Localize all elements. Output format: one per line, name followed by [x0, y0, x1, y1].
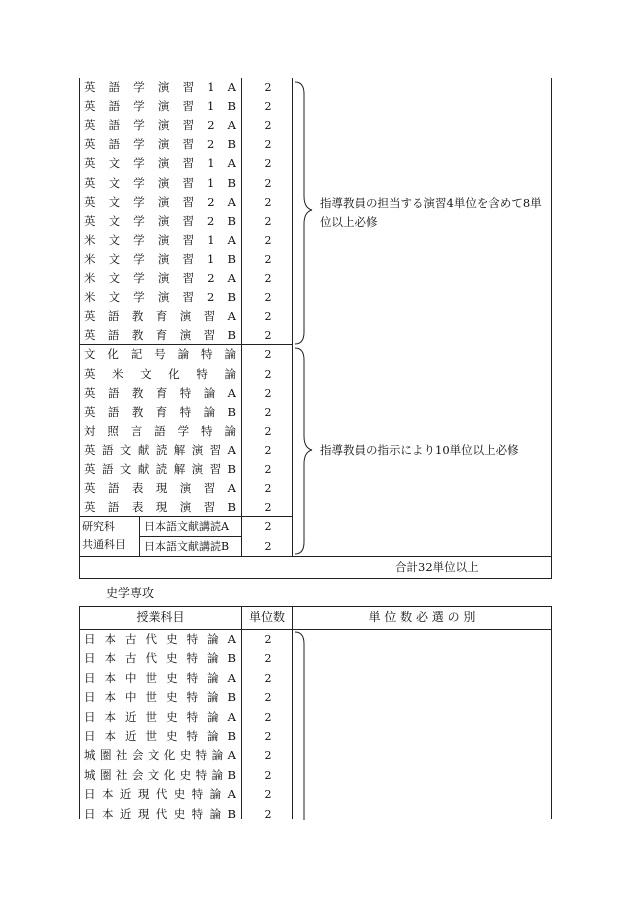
- course-name: 英 語 文 献 読 解 演 習 A: [84, 442, 236, 457]
- course-units: 2: [264, 214, 272, 228]
- course-name: 文 化 記 号 論 特 論: [84, 347, 236, 362]
- requirement-note-1: [320, 194, 548, 232]
- course-name: 対 照 言 語 学 特 論: [84, 423, 236, 438]
- brace-group3: [294, 630, 318, 820]
- course-units: 2: [264, 119, 272, 133]
- course-name: 日 本 中 世 史 特 論 A: [84, 670, 236, 685]
- total-units: 合計32単位以上: [395, 560, 479, 574]
- brace-group1: [294, 78, 318, 346]
- course-units: 2: [264, 633, 272, 646]
- course-name: 日 本 中 世 史 特 論 B: [84, 690, 236, 705]
- course-units: 2: [264, 138, 272, 152]
- course-units: 2: [264, 252, 272, 266]
- course-name: 英 語 学 演 習 1 A: [84, 80, 236, 94]
- course-name: 米 文 学 演 習 1 B: [84, 251, 236, 266]
- course-name: 英 語 教 育 特 論 A: [84, 385, 236, 400]
- course-name: 米 文 学 演 習 2 A: [84, 271, 236, 285]
- course-name: 日 本 古 代 史 特 論 A: [84, 632, 236, 646]
- course-name: 英 語 教 育 特 論 B: [84, 404, 236, 419]
- course-units: 2: [264, 501, 272, 515]
- common-units: 2: [264, 520, 272, 533]
- course-name: 日 本 近 世 史 特 論 A: [84, 709, 236, 724]
- course-units: 2: [264, 195, 272, 209]
- course-units: 2: [264, 348, 272, 362]
- course-units: 2: [264, 652, 272, 666]
- table1-right-border: [551, 78, 552, 579]
- course-units: 2: [264, 807, 272, 821]
- section-title: 史学専攻: [106, 586, 155, 600]
- common-subjects-label: [82, 518, 138, 554]
- course-units: 2: [264, 272, 272, 285]
- course-units: 2: [264, 768, 272, 782]
- common-course: 日本語文献講読B: [144, 540, 230, 553]
- table1-bottom-border: [79, 578, 552, 579]
- brace-group2: [294, 346, 318, 556]
- table1-col-divider: [241, 78, 242, 556]
- course-name: 英 文 学 演 習 1 B: [84, 175, 236, 190]
- course-units: 2: [264, 749, 272, 763]
- course-name: 英 語 学 演 習 2 B: [84, 137, 236, 152]
- header-units: 単位数: [248, 610, 285, 624]
- course-name: 英 語 学 演 習 2 A: [84, 118, 236, 133]
- course-units: 2: [264, 100, 272, 114]
- course-units: 2: [264, 233, 272, 247]
- course-name: 城 圏 社 会 文 化 史 特 論 A: [84, 748, 236, 763]
- course-units: 2: [264, 710, 272, 724]
- course-units: 2: [264, 691, 272, 705]
- course-name: 城 圏 社 会 文 化 史 特 論 B: [84, 767, 236, 782]
- course-name: 英 語 教 育 演 習 B: [84, 328, 236, 343]
- course-units: 2: [264, 81, 272, 94]
- course-units: 2: [264, 310, 272, 324]
- common-label-line2: 共通科目: [82, 538, 126, 551]
- course-name: 日 本 近 現 代 史 特 論 A: [84, 787, 236, 802]
- course-name: 英 文 学 演 習 2 A: [84, 194, 236, 209]
- course-name: 英 語 表 現 演 習 A: [84, 481, 236, 496]
- course-name: 英 文 学 演 習 2 B: [84, 213, 236, 228]
- table2-right-border: [551, 606, 552, 819]
- course-name: 日 本 近 世 史 特 論 B: [84, 729, 236, 743]
- course-units: 2: [264, 405, 272, 419]
- course-units: 2: [264, 671, 272, 685]
- course-name: 英 語 教 育 演 習 A: [84, 309, 236, 324]
- course-name: 英 語 表 現 演 習 B: [84, 500, 236, 515]
- header-requirement: 単 位 数 必 選 の 別: [368, 610, 476, 624]
- course-units: 2: [264, 443, 272, 457]
- course-units: 2: [264, 157, 272, 171]
- table1-divider: [79, 556, 552, 557]
- course-name: 英 米 文 化 特 論: [84, 366, 236, 381]
- course-units: 2: [264, 424, 272, 438]
- table1-left-border: [79, 78, 80, 579]
- note1-line1: 指導教員の担当する演習4単位を含めて8単: [320, 196, 542, 210]
- course-name: 米 文 学 演 習 1 A: [84, 232, 236, 247]
- table1-col-divider: [292, 78, 293, 556]
- course-units: 2: [264, 730, 272, 743]
- course-units: 2: [264, 788, 272, 802]
- course-name: 米 文 学 演 習 2 B: [84, 290, 236, 305]
- common-label-line1: 研究科: [82, 520, 115, 533]
- course-units: 2: [264, 386, 272, 400]
- course-units: 2: [264, 176, 272, 190]
- course-units: 2: [264, 291, 272, 305]
- course-units: 2: [264, 367, 272, 381]
- requirement-note-2: 指導教員の指示により10単位以上必修: [320, 443, 519, 457]
- note1-line2: 位以上必修: [320, 215, 378, 229]
- course-units: 2: [264, 329, 272, 343]
- common-units: 2: [264, 540, 272, 553]
- table2-left-border: [79, 606, 80, 819]
- course-name: 英 文 学 演 習 1 A: [84, 156, 236, 171]
- table2-col-divider: [241, 606, 242, 819]
- course-name: 日 本 近 現 代 史 特 論 B: [84, 806, 236, 821]
- common-course: 日本語文献講読A: [144, 520, 229, 533]
- course-units: 2: [264, 463, 272, 476]
- course-name: 英 語 学 演 習 1 B: [84, 99, 236, 114]
- course-name: 英 語 文 献 読 解 演 習 B: [84, 462, 236, 476]
- header-course: 授業科目: [136, 610, 185, 624]
- course-units: 2: [264, 482, 272, 496]
- course-name: 日 本 古 代 史 特 論 B: [84, 651, 236, 666]
- table2-col-divider: [292, 606, 293, 819]
